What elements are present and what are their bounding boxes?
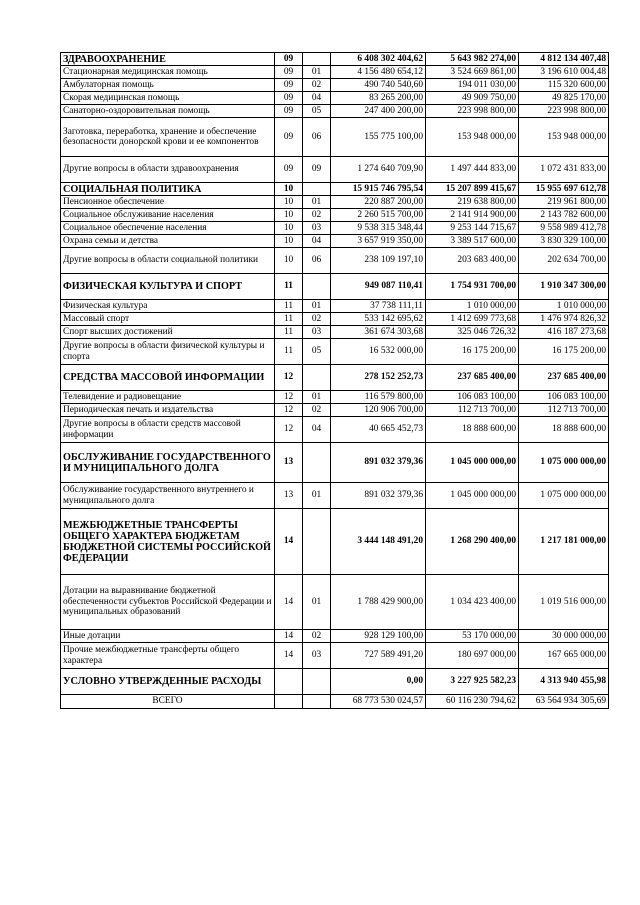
amount-year3-cell: 1 075 000 000,00	[519, 443, 609, 483]
subsection-code-cell: 04	[303, 417, 331, 443]
expense-name-cell: УСЛОВНО УТВЕРЖДЕННЫЕ РАСХОДЫ	[61, 669, 275, 695]
expense-name-cell: СРЕДСТВА МАССОВОЙ ИНФОРМАЦИИ	[61, 365, 275, 391]
section-code-cell	[275, 669, 303, 695]
amount-year1-cell: 238 109 197,10	[331, 248, 426, 274]
section-row	[61, 365, 609, 391]
subsection-code-cell: 05	[303, 339, 331, 365]
section-row	[61, 183, 609, 196]
table-row	[61, 79, 609, 92]
subsection-code-cell: 01	[303, 66, 331, 79]
section-code-cell: 09	[275, 105, 303, 118]
amount-year3-cell: 237 685 400,00	[519, 365, 609, 391]
amount-year2-cell: 2 141 914 900,00	[426, 209, 519, 222]
subsection-code-cell: 05	[303, 105, 331, 118]
subsection-code-cell: 09	[303, 157, 331, 183]
table-row	[61, 326, 609, 339]
expense-name-cell: МЕЖБЮДЖЕТНЫЕ ТРАНСФЕРТЫ ОБЩЕГО ХАРАКТЕРА БЮДЖЕТАМ БЮДЖЕТНОЙ СИСТЕМЫ РОССИЙСКОЙ ФЕДЕРАЦИИ	[61, 509, 275, 575]
amount-year3-cell: 18 888 600,00	[519, 417, 609, 443]
amount-year3-cell: 1 217 181 000,00	[519, 509, 609, 575]
amount-year1-cell: 1 274 640 709,90	[331, 157, 426, 183]
table-row	[61, 404, 609, 417]
subsection-code-cell	[303, 274, 331, 300]
amount-year1-cell: 2 260 515 700,00	[331, 209, 426, 222]
amount-year3-cell: 1 072 431 833,00	[519, 157, 609, 183]
table-row	[61, 105, 609, 118]
amount-year3-cell: 9 558 989 412,78	[519, 222, 609, 235]
amount-year2-cell: 219 638 800,00	[426, 196, 519, 209]
expense-name-cell: Иные дотации	[61, 630, 275, 643]
subsection-code-cell	[303, 443, 331, 483]
amount-year3-cell: 63 564 934 305,69	[519, 695, 609, 709]
table-row	[61, 313, 609, 326]
subsection-code-cell	[303, 365, 331, 391]
section-code-cell: 12	[275, 365, 303, 391]
section-code-cell: 10	[275, 209, 303, 222]
expense-name-cell: Стационарная медицинская помощь	[61, 66, 275, 79]
expense-name-cell: Спорт высших достижений	[61, 326, 275, 339]
amount-year1-cell: 3 444 148 491,20	[331, 509, 426, 575]
amount-year3-cell: 416 187 273,68	[519, 326, 609, 339]
amount-year1-cell: 155 775 100,00	[331, 118, 426, 157]
section-code-cell: 13	[275, 483, 303, 509]
budget-table	[60, 52, 609, 709]
expense-name-cell: Другие вопросы в области средств массовой информации	[61, 417, 275, 443]
amount-year2-cell: 223 998 800,00	[426, 105, 519, 118]
amount-year2-cell: 1 268 290 400,00	[426, 509, 519, 575]
amount-year1-cell: 120 906 700,00	[331, 404, 426, 417]
amount-year1-cell: 928 129 100,00	[331, 630, 426, 643]
amount-year3-cell: 3 830 329 100,00	[519, 235, 609, 248]
expense-name-cell: Прочие межбюджетные трансферты общего характера	[61, 643, 275, 669]
amount-year3-cell: 219 961 800,00	[519, 196, 609, 209]
amount-year2-cell: 1 045 000 000,00	[426, 443, 519, 483]
amount-year1-cell: 949 087 110,41	[331, 274, 426, 300]
subsection-code-cell	[303, 695, 331, 709]
amount-year2-cell: 9 253 144 715,67	[426, 222, 519, 235]
section-code-cell: 12	[275, 404, 303, 417]
expense-name-cell: СОЦИАЛЬНАЯ ПОЛИТИКА	[61, 183, 275, 196]
expense-name-cell: Амбулаторная помощь	[61, 79, 275, 92]
subsection-code-cell: 01	[303, 196, 331, 209]
expense-name-cell: Пенсионное обеспечение	[61, 196, 275, 209]
section-code-cell: 10	[275, 222, 303, 235]
amount-year3-cell: 3 196 610 004,48	[519, 66, 609, 79]
amount-year1-cell: 4 156 480 654,12	[331, 66, 426, 79]
amount-year2-cell: 53 170 000,00	[426, 630, 519, 643]
amount-year1-cell: 220 887 200,00	[331, 196, 426, 209]
amount-year1-cell: 533 142 695,62	[331, 313, 426, 326]
subsection-code-cell: 02	[303, 404, 331, 417]
subsection-code-cell	[303, 53, 331, 66]
amount-year1-cell: 37 738 111,11	[331, 300, 426, 313]
amount-year2-cell: 1 412 699 773,68	[426, 313, 519, 326]
table-row	[61, 157, 609, 183]
amount-year2-cell: 5 643 982 274,00	[426, 53, 519, 66]
amount-year2-cell: 1 034 423 400,00	[426, 575, 519, 630]
section-code-cell: 11	[275, 313, 303, 326]
amount-year3-cell: 112 713 700,00	[519, 404, 609, 417]
table-row	[61, 417, 609, 443]
subsection-code-cell: 01	[303, 391, 331, 404]
subsection-code-cell: 01	[303, 483, 331, 509]
table-row	[61, 209, 609, 222]
amount-year2-cell: 49 909 750,00	[426, 92, 519, 105]
amount-year3-cell: 202 634 700,00	[519, 248, 609, 274]
amount-year3-cell: 4 812 134 407,48	[519, 53, 609, 66]
table-row	[61, 235, 609, 248]
expense-name-cell: Обслуживание государственного внутреннего и муниципального долга	[61, 483, 275, 509]
subsection-code-cell: 06	[303, 248, 331, 274]
table-row	[61, 483, 609, 509]
subsection-code-cell: 01	[303, 300, 331, 313]
amount-year3-cell: 15 955 697 612,78	[519, 183, 609, 196]
amount-year3-cell: 1 010 000,00	[519, 300, 609, 313]
amount-year1-cell: 83 265 200,00	[331, 92, 426, 105]
budget-table-body	[61, 53, 609, 709]
section-code-cell: 09	[275, 53, 303, 66]
expense-name-cell: Другие вопросы в области здравоохранения	[61, 157, 275, 183]
amount-year3-cell: 1 019 516 000,00	[519, 575, 609, 630]
section-row	[61, 509, 609, 575]
amount-year2-cell: 1 754 931 700,00	[426, 274, 519, 300]
amount-year1-cell: 9 538 315 348,44	[331, 222, 426, 235]
table-row	[61, 339, 609, 365]
amount-year1-cell: 361 674 303,68	[331, 326, 426, 339]
amount-year1-cell: 116 579 800,00	[331, 391, 426, 404]
amount-year3-cell: 223 998 800,00	[519, 105, 609, 118]
expense-name-cell: ОБСЛУЖИВАНИЕ ГОСУДАРСТВЕННОГО И МУНИЦИПАЛЬНОГО ДОЛГА	[61, 443, 275, 483]
expense-name-cell: Массовый спорт	[61, 313, 275, 326]
subsection-code-cell: 03	[303, 222, 331, 235]
table-row	[61, 248, 609, 274]
section-row	[61, 443, 609, 483]
section-code-cell: 11	[275, 300, 303, 313]
amount-year3-cell: 49 825 170,00	[519, 92, 609, 105]
amount-year2-cell: 1 497 444 833,00	[426, 157, 519, 183]
amount-year3-cell: 106 083 100,00	[519, 391, 609, 404]
table-row	[61, 575, 609, 630]
amount-year1-cell: 278 152 252,73	[331, 365, 426, 391]
amount-year2-cell: 237 685 400,00	[426, 365, 519, 391]
subsection-code-cell: 02	[303, 79, 331, 92]
amount-year1-cell: 3 657 919 350,00	[331, 235, 426, 248]
amount-year2-cell: 180 697 000,00	[426, 643, 519, 669]
amount-year3-cell: 30 000 000,00	[519, 630, 609, 643]
section-code-cell	[275, 695, 303, 709]
amount-year2-cell: 15 207 899 415,67	[426, 183, 519, 196]
expense-name-cell: Периодическая печать и издательства	[61, 404, 275, 417]
section-code-cell: 10	[275, 235, 303, 248]
expense-name-cell: Другие вопросы в области социальной политики	[61, 248, 275, 274]
subsection-code-cell	[303, 509, 331, 575]
section-code-cell: 14	[275, 575, 303, 630]
amount-year1-cell: 40 665 452,73	[331, 417, 426, 443]
section-code-cell: 11	[275, 339, 303, 365]
subsection-code-cell: 06	[303, 118, 331, 157]
subsection-code-cell: 02	[303, 313, 331, 326]
table-row	[61, 196, 609, 209]
table-row	[61, 92, 609, 105]
amount-year2-cell: 3 524 669 861,00	[426, 66, 519, 79]
amount-year2-cell: 16 175 200,00	[426, 339, 519, 365]
section-row	[61, 274, 609, 300]
amount-year2-cell: 1 045 000 000,00	[426, 483, 519, 509]
table-row	[61, 391, 609, 404]
expense-name-cell: ЗДРАВООХРАНЕНИЕ	[61, 53, 275, 66]
amount-year1-cell: 6 408 302 404,62	[331, 53, 426, 66]
subsection-code-cell: 04	[303, 235, 331, 248]
amount-year1-cell: 891 032 379,36	[331, 443, 426, 483]
amount-year1-cell: 490 740 540,60	[331, 79, 426, 92]
section-code-cell: 14	[275, 643, 303, 669]
subsection-code-cell: 03	[303, 326, 331, 339]
expense-name-cell: ФИЗИЧЕСКАЯ КУЛЬТУРА И СПОРТ	[61, 274, 275, 300]
table-row	[61, 222, 609, 235]
expense-name-cell: Другие вопросы в области физической культуры и спорта	[61, 339, 275, 365]
amount-year1-cell: 891 032 379,36	[331, 483, 426, 509]
amount-year1-cell: 0,00	[331, 669, 426, 695]
amount-year1-cell: 15 915 746 795,54	[331, 183, 426, 196]
subsection-code-cell: 02	[303, 209, 331, 222]
section-code-cell: 09	[275, 157, 303, 183]
table-row	[61, 66, 609, 79]
section-code-cell: 09	[275, 118, 303, 157]
expense-name-cell: ВСЕГО	[61, 695, 275, 709]
amount-year2-cell: 1 010 000,00	[426, 300, 519, 313]
table-row	[61, 118, 609, 157]
expense-name-cell: Дотации на выравнивание бюджетной обеспеченности субъектов Российской Федерации и муниципальных образований	[61, 575, 275, 630]
section-code-cell: 10	[275, 248, 303, 274]
expense-name-cell: Социальное обеспечение населения	[61, 222, 275, 235]
amount-year1-cell: 727 589 491,20	[331, 643, 426, 669]
section-code-cell: 14	[275, 509, 303, 575]
section-code-cell: 09	[275, 66, 303, 79]
amount-year2-cell: 3 227 925 582,23	[426, 669, 519, 695]
subsection-code-cell: 01	[303, 575, 331, 630]
amount-year1-cell: 1 788 429 900,00	[331, 575, 426, 630]
amount-year3-cell: 1 075 000 000,00	[519, 483, 609, 509]
amount-year1-cell: 247 400 200,00	[331, 105, 426, 118]
section-row	[61, 669, 609, 695]
amount-year3-cell: 2 143 782 600,00	[519, 209, 609, 222]
section-code-cell: 11	[275, 274, 303, 300]
total-row	[61, 695, 609, 709]
expense-name-cell: Скорая медицинская помощь	[61, 92, 275, 105]
section-code-cell: 13	[275, 443, 303, 483]
amount-year2-cell: 203 683 400,00	[426, 248, 519, 274]
expense-name-cell: Охрана семьи и детства	[61, 235, 275, 248]
amount-year3-cell: 153 948 000,00	[519, 118, 609, 157]
section-code-cell: 09	[275, 92, 303, 105]
amount-year3-cell: 167 665 000,00	[519, 643, 609, 669]
amount-year3-cell: 1 910 347 300,00	[519, 274, 609, 300]
expense-name-cell: Санаторно-оздоровительная помощь	[61, 105, 275, 118]
table-row	[61, 643, 609, 669]
amount-year1-cell: 16 532 000,00	[331, 339, 426, 365]
subsection-code-cell: 02	[303, 630, 331, 643]
expense-name-cell: Физическая культура	[61, 300, 275, 313]
expense-name-cell: Заготовка, переработка, хранение и обеспечение безопасности донорской крови и ее компонентов	[61, 118, 275, 157]
subsection-code-cell: 04	[303, 92, 331, 105]
section-code-cell: 11	[275, 326, 303, 339]
table-row	[61, 630, 609, 643]
amount-year2-cell: 153 948 000,00	[426, 118, 519, 157]
amount-year2-cell: 325 046 726,32	[426, 326, 519, 339]
section-code-cell: 12	[275, 417, 303, 443]
section-code-cell: 12	[275, 391, 303, 404]
amount-year3-cell: 16 175 200,00	[519, 339, 609, 365]
amount-year3-cell: 4 313 940 455,98	[519, 669, 609, 695]
amount-year2-cell: 106 083 100,00	[426, 391, 519, 404]
section-code-cell: 09	[275, 79, 303, 92]
amount-year2-cell: 3 389 517 600,00	[426, 235, 519, 248]
expense-name-cell: Телевидение и радиовещание	[61, 391, 275, 404]
subsection-code-cell	[303, 183, 331, 196]
expense-name-cell: Социальное обслуживание населения	[61, 209, 275, 222]
amount-year3-cell: 115 320 600,00	[519, 79, 609, 92]
amount-year1-cell: 68 773 530 024,57	[331, 695, 426, 709]
section-code-cell: 10	[275, 196, 303, 209]
table-row	[61, 300, 609, 313]
amount-year2-cell: 194 011 030,00	[426, 79, 519, 92]
amount-year2-cell: 18 888 600,00	[426, 417, 519, 443]
subsection-code-cell: 03	[303, 643, 331, 669]
subsection-code-cell	[303, 669, 331, 695]
section-code-cell: 10	[275, 183, 303, 196]
amount-year2-cell: 60 116 230 794,62	[426, 695, 519, 709]
section-code-cell: 14	[275, 630, 303, 643]
section-row	[61, 53, 609, 66]
amount-year2-cell: 112 713 700,00	[426, 404, 519, 417]
amount-year3-cell: 1 476 974 826,32	[519, 313, 609, 326]
